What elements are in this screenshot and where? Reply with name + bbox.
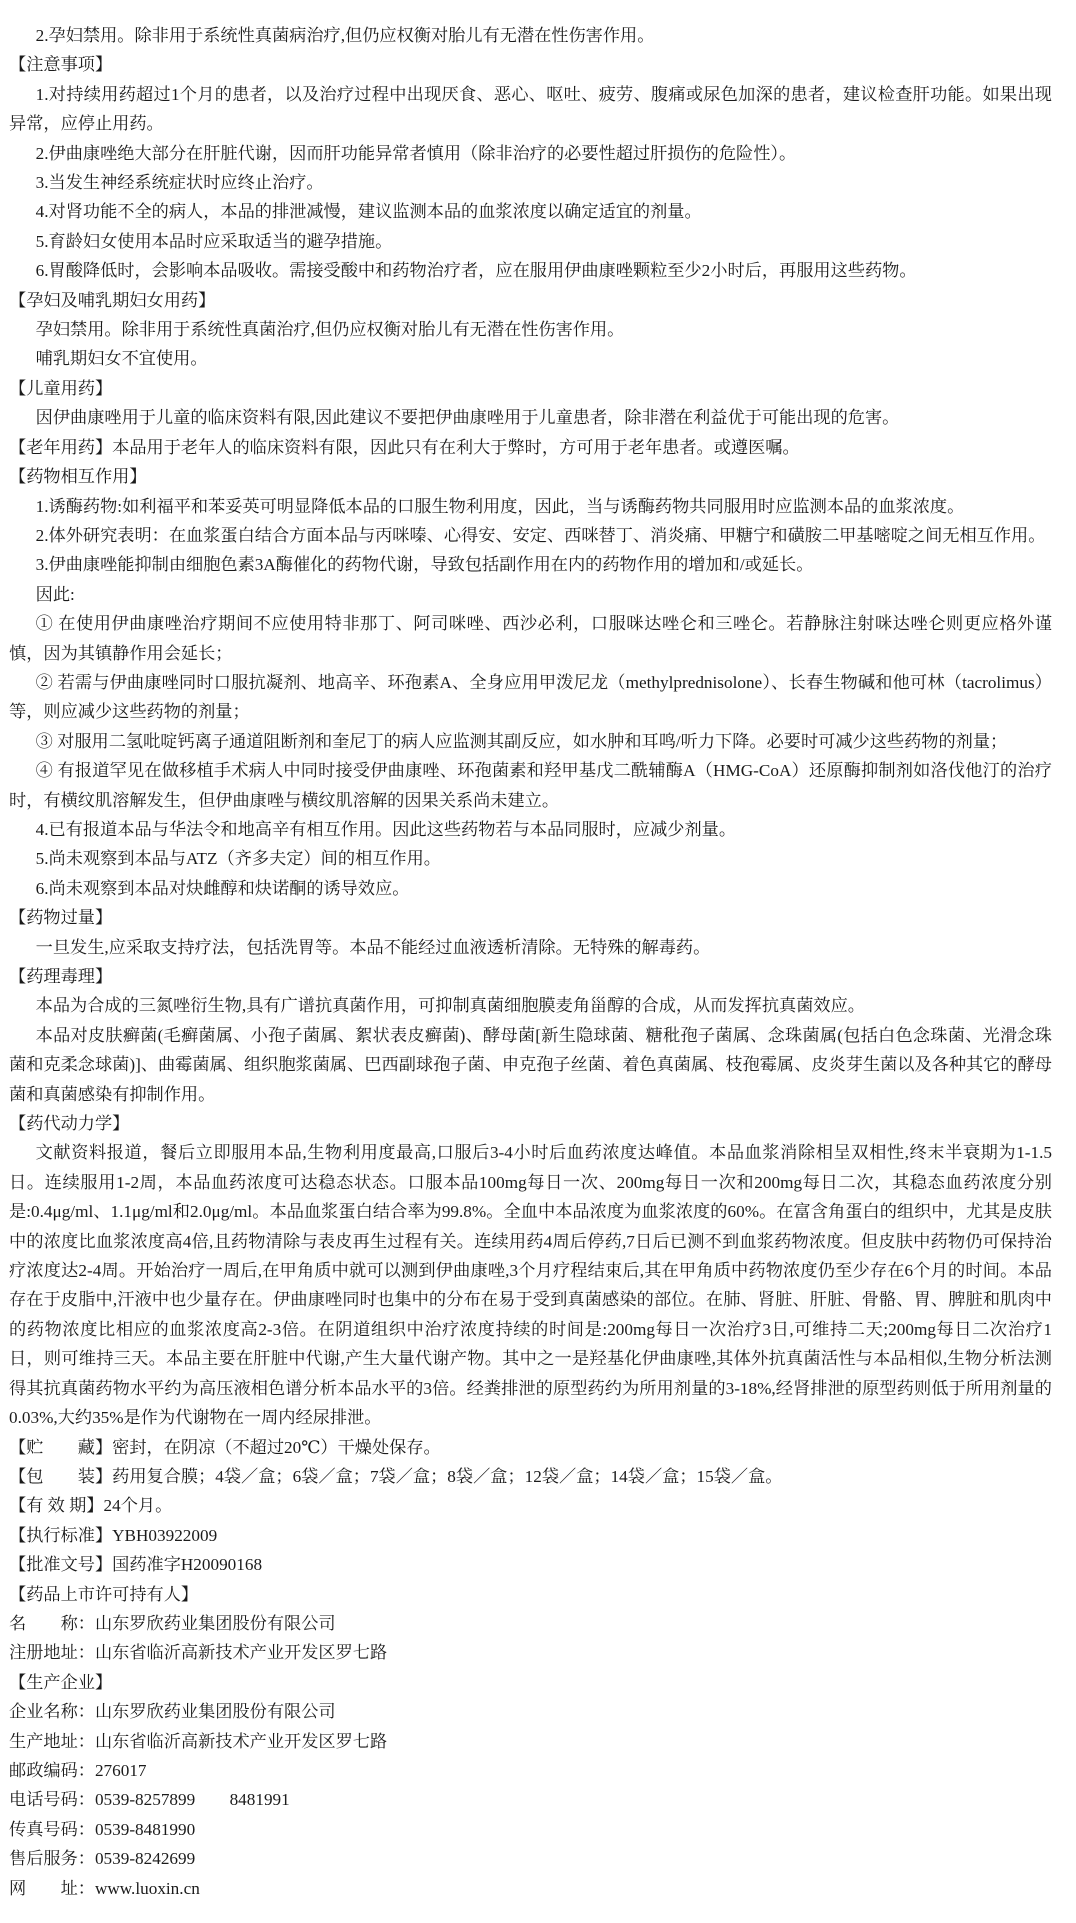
- paragraph: 一旦发生,应采取支持疗法，包括洗胃等。本品不能经过血液透析清除。无特殊的解毒药。: [35, 937, 711, 957]
- paragraph: 1.诱酶药物:如利福平和苯妥英可明显降低本品的口服生物利用度，因此，当与诱酶药物共同服用时应监测本品的血浆浓度。: [35, 496, 965, 516]
- paragraph: 5.尚未观察到本品与ATZ（齐多夫定）间的相互作用。: [35, 849, 441, 869]
- paragraph: 4.对肾功能不全的病人，本品的排泄减慢，建议监测本品的血浆浓度以确定适宜的剂量。: [35, 202, 702, 222]
- paragraph: 2.体外研究表明：在血浆蛋白结合方面本品与丙咪嗪、心得安、安定、西咪替丁、消炎痛、甲糖宁和磺胺二甲基嘧啶之间无相互作用。: [35, 525, 1046, 545]
- section-header: 【批准文号】国药准字H20090168: [9, 1555, 263, 1575]
- section-header: 【药物过量】: [9, 908, 113, 928]
- section-header: 【药物相互作用】: [9, 467, 147, 487]
- paragraph: 6.胃酸降低时，会影响本品吸收。需接受酸中和药物治疗者，应在服用伊曲康唑颗粒至少2小时后，再服用这些药物。: [35, 261, 917, 281]
- section-header: 【药代动力学】: [9, 1114, 130, 1134]
- paragraph: 3.伊曲康唑能抑制由细胞色素3A酶催化的药物代谢，导致包括副作用在内的药物作用的增加和/或延长。: [35, 555, 814, 575]
- info-line: 生产地址：山东省临沂高新技术产业开发区罗七路: [9, 1731, 388, 1751]
- section-header: 【药品上市许可持有人】: [9, 1584, 199, 1604]
- paragraph: 2.伊曲康唑绝大部分在肝脏代谢，因而肝功能异常者慎用（除非治疗的必要性超过肝损伤的危险性）。: [35, 143, 797, 163]
- section-header: 【孕妇及哺乳期妇女用药】: [9, 290, 216, 310]
- paragraph: 本品为合成的三氮唑衍生物,具有广谱抗真菌作用，可抑制真菌细胞膜麦角甾醇的合成，从而发挥抗真菌效应。: [35, 996, 865, 1016]
- section-header: 【老年用药】本品用于老年人的临床资料有限，因此只有在利大于弊时，方可用于老年患者。或遵医嘱。: [9, 437, 800, 457]
- info-line: 售后服务：0539-8242699: [9, 1849, 196, 1869]
- paragraph: 6.尚未观察到本品对炔雌醇和炔诺酮的诱导效应。: [35, 878, 410, 898]
- info-line: 企业名称：山东罗欣药业集团股份有限公司: [9, 1702, 336, 1722]
- info-line: 电话号码：0539-8257899 8481991: [9, 1790, 290, 1810]
- section-header: 【生产企业】: [9, 1672, 113, 1692]
- paragraph: 5.育龄妇女使用本品时应采取适当的避孕措施。: [35, 231, 393, 251]
- section-header: 【有 效 期】24个月。: [9, 1496, 173, 1516]
- paragraph: ④ 有报道罕见在做移植手术病人中同时接受伊曲康唑、环孢菌素和羟甲基戊二酰辅酶A（HMG-CoA）还原酶抑制剂如洛伐他汀的治疗时，有横纹肌溶解发生，但伊曲康唑与横纹肌溶解的因果关系尚未建立。: [9, 761, 1052, 810]
- info-line: 网 址：www.luoxin.cn: [9, 1878, 200, 1898]
- section-header: 【儿童用药】: [9, 378, 113, 398]
- info-line: 注册地址：山东省临沂高新技术产业开发区罗七路: [9, 1643, 388, 1663]
- paragraph: 3.当发生神经系统症状时应终止治疗。: [35, 173, 324, 193]
- paragraph: 4.已有报道本品与华法令和地高辛有相互作用。因此这些药物若与本品同服时，应减少剂量。: [35, 819, 737, 839]
- section-header: 【执行标准】YBH03922009: [9, 1525, 218, 1545]
- section-header: 【贮 藏】密封，在阴凉（不超过20℃）干燥处保存。: [9, 1437, 441, 1457]
- paragraph: 因此:: [35, 584, 75, 604]
- paragraph: ② 若需与伊曲康唑同时口服抗凝剂、地高辛、环孢素A、全身应用甲泼尼龙（methylprednisolone）、长春生物碱和他可林（tacrolimus）等，则应减少这些药物的剂量；: [9, 672, 1052, 722]
- paragraph: 孕妇禁用。除非用于系统性真菌治疗,但仍应权衡对胎儿有无潜在性伤害作用。: [35, 320, 625, 340]
- info-line: 名 称：山东罗欣药业集团股份有限公司: [9, 1613, 336, 1633]
- paragraph: 文献资料报道，餐后立即服用本品,生物利用度最高,口服后3-4小时后血药浓度达峰值。本品血浆消除相呈双相性,终末半衰期为1-1.5日。连续服用1-2周，本品血药浓度可达稳态状态。口服本品100mg每日一次、200mg每日一次和200mg每日二次，其稳态血药浓度分别是:0.4μg/ml、1.1μg/ml和2.0μg/ml。本品血浆蛋白结合率为99.8%。全血中本品浓度为血浆浓度的60%。在富含角蛋白的组织中，尤其是皮肤中的浓度比血浆浓度高4倍,且药物清除与表皮再生过程有关。连续用药4周后停药,7日后已测不到血浆药物浓度。但皮肤中药物仍可保持治疗浓度达2-4周。开始治疗一周后,在甲角质中就可以测到伊曲康唑,3个月疗程结束后,其在甲角质中药物浓度仍至少存在6个月的时间。本品存在于皮脂中,汗液中也少量存在。伊曲康唑同时也集中的分布在易于受到真菌感染的部位。在肺、肾脏、肝脏、骨骼、胃、脾脏和肌肉中的药物浓度比相应的血浆浓度高2-3倍。在阴道组织中治疗浓度持续的时间是:200mg每日一次治疗3日,可维持二天;200mg每日二次治疗1日，则可维持三天。本品主要在肝脏中代谢,产生大量代谢产物。其中之一是羟基化伊曲康唑,其体外抗真菌活性与本品相似,生物分析法测得其抗真菌药物水平约为高压液相色谱分析本品水平的3倍。经粪排泄的原型药约为所用剂量的3-18%,经肾排泄的原型药则低于所用剂量的0.03%,大约35%是作为代谢物在一周内经尿排泄。: [9, 1143, 1052, 1428]
- section-header: 【药理毒理】: [9, 967, 113, 986]
- paragraph: 2.孕妇禁用。除非用于系统性真菌病治疗,但仍应权衡对胎儿有无潜在性伤害作用。: [35, 26, 655, 45]
- paragraph: 本品对皮肤癣菌(毛癣菌属、小孢子菌属、絮状表皮癣菌)、酵母菌[新生隐球菌、糖秕孢子菌属、念珠菌属(包括白色念珠菌、光滑念珠菌和克柔念球菌)]、曲霉菌属、组织胞浆菌属、巴西副球孢子菌、申克孢子丝菌、着色真菌属、枝孢霉属、皮炎芽生菌以及各种其它的酵母菌和真菌感染有抑制作用。: [9, 1025, 1052, 1104]
- paragraph: 1.对持续用药超过1个月的患者，以及治疗过程中出现厌食、恶心、呕吐、疲劳、腹痛或尿色加深的患者，建议检查肝功能。如果出现异常，应停止用药。: [9, 84, 1052, 134]
- section-header: 【包 装】药用复合膜；4袋／盒；6袋／盒；7袋／盒；8袋／盒；12袋／盒；14袋／盒；15袋／盒。: [9, 1466, 783, 1486]
- paragraph: 因伊曲康唑用于儿童的临床资料有限,因此建议不要把伊曲康唑用于儿童患者，除非潜在利益优于可能出现的危害。: [35, 408, 900, 428]
- info-line: 邮政编码：276017: [9, 1760, 147, 1780]
- paragraph: ① 在使用伊曲康唑治疗期间不应使用特非那丁、阿司咪唑、西沙必利，口服咪达唑仑和三唑仑。若静脉注射咪达唑仑则更应格外谨慎，因为其镇静作用会延长；: [9, 614, 1052, 663]
- section-header: 【注意事项】: [9, 55, 113, 75]
- paragraph: ③ 对服用二氢吡啶钙离子通道阻断剂和奎尼丁的病人应监测其副反应，如水肿和耳鸣/听力下降。必要时可减少这些药物的剂量；: [35, 731, 1008, 751]
- paragraph: 哺乳期妇女不宜使用。: [35, 349, 208, 369]
- info-line: 传真号码：0539-8481990: [9, 1819, 196, 1839]
